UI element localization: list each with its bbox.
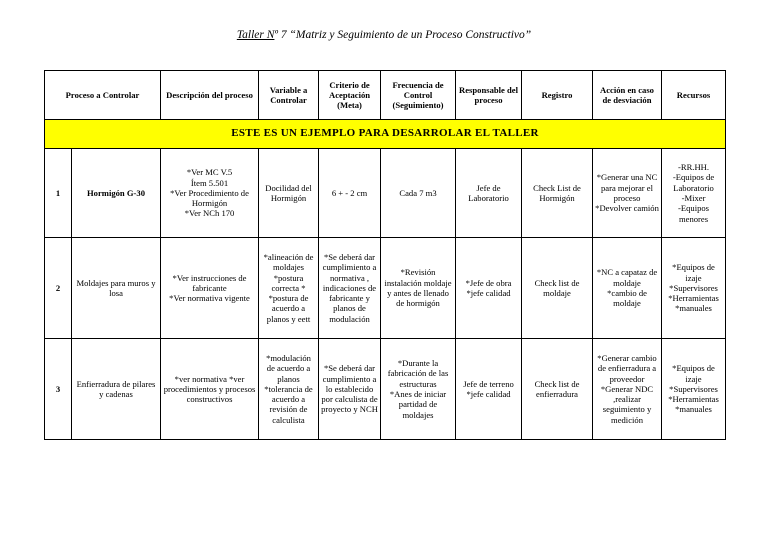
header-accion: Acción en caso de desviación bbox=[593, 71, 662, 120]
document-title bbox=[0, 29, 768, 41]
header-proceso: Proceso a Controlar bbox=[45, 71, 161, 120]
cell-accion: *NC a capataz de moldaje *cambio de moldaje bbox=[593, 238, 662, 339]
cell-registro: Check list de enfierradura bbox=[522, 339, 593, 440]
cell-proceso: Moldajes para muros y losa bbox=[72, 238, 161, 339]
header-variable: Variable a Controlar bbox=[259, 71, 319, 120]
cell-responsable: *Jefe de obra *jefe calidad bbox=[456, 238, 522, 339]
header-frecuencia: Frecuencia de Control (Seguimiento) bbox=[381, 71, 456, 120]
header-criterio: Criterio de Aceptación (Meta) bbox=[319, 71, 381, 120]
row-number: 2 bbox=[45, 238, 72, 339]
header-descripcion: Descripción del proceso bbox=[161, 71, 259, 120]
header-recursos: Recursos bbox=[662, 71, 726, 120]
header-responsable: Responsable del proceso bbox=[456, 71, 522, 120]
header-row bbox=[45, 71, 726, 120]
cell-frecuencia: Cada 7 m3 bbox=[381, 149, 456, 238]
example-banner: ESTE ES UN EJEMPLO PARA DESARROLAR EL TALLER bbox=[45, 120, 726, 149]
title-underlined: Taller N bbox=[236, 29, 275, 41]
cell-registro: Check list de moldaje bbox=[522, 238, 593, 339]
cell-registro: Check List de Hormigón bbox=[522, 149, 593, 238]
cell-descripcion: *Ver instrucciones de fabricante *Ver normativa vigente bbox=[161, 238, 259, 339]
cell-criterio: 6 + - 2 cm bbox=[319, 149, 381, 238]
cell-accion: *Generar una NC para mejorar el proceso *Devolver camión bbox=[593, 149, 662, 238]
cell-recursos: *Equipos de izaje *Supervisores *Herramientas *manuales bbox=[662, 238, 726, 339]
cell-recursos: *Equipos de izaje *Supervisores *Herramientas *manuales bbox=[662, 339, 726, 440]
cell-frecuencia: *Durante la fabricación de las estructuras *Anes de iniciar partidad de moldajes bbox=[381, 339, 456, 440]
cell-proceso: Enfierradura de pilares y cadenas bbox=[72, 339, 161, 440]
table-row bbox=[45, 149, 726, 238]
title-rest: º 7 “Matriz y Seguimiento de un Proceso Constructivo” bbox=[274, 29, 532, 41]
cell-proceso: Hormigón G-30 bbox=[72, 149, 161, 238]
cell-responsable: Jefe de terreno *jefe calidad bbox=[456, 339, 522, 440]
cell-variable: Docilidad del Hormigón bbox=[259, 149, 319, 238]
control-matrix-table bbox=[44, 70, 726, 440]
table-row bbox=[45, 238, 726, 339]
cell-criterio: *Se deberá dar cumplimiento a lo establecido por calculista de proyecto y NCH bbox=[319, 339, 381, 440]
cell-frecuencia: *Revisión instalación moldaje y antes de llenado de hormigón bbox=[381, 238, 456, 339]
table-row bbox=[45, 339, 726, 440]
header-registro: Registro bbox=[522, 71, 593, 120]
cell-descripcion: *ver normativa *ver procedimientos y procesos constructivos bbox=[161, 339, 259, 440]
cell-variable: *modulación de acuerdo a planos *tolerancia de acuerdo a revisión de calculista bbox=[259, 339, 319, 440]
cell-descripcion: *Ver MC V.5 Ítem 5.501 *Ver Procedimiento de Hormigón *Ver NCh 170 bbox=[161, 149, 259, 238]
cell-variable: *alineación de moldajes *postura correcta * *postura de acuerdo a planos y eett bbox=[259, 238, 319, 339]
cell-recursos: -RR.HH. -Equipos de Laboratorio -Mixer -Equipos menores bbox=[662, 149, 726, 238]
banner-row bbox=[45, 120, 726, 149]
row-number: 3 bbox=[45, 339, 72, 440]
cell-criterio: *Se deberá dar cumplimiento a normativa , indicaciones de fabricante y planos de modulación bbox=[319, 238, 381, 339]
row-number: 1 bbox=[45, 149, 72, 238]
cell-accion: *Generar cambio de enfierradura a proveedor *Generar NDC ,realizar seguimiento y medición bbox=[593, 339, 662, 440]
cell-responsable: Jefe de Laboratorio bbox=[456, 149, 522, 238]
